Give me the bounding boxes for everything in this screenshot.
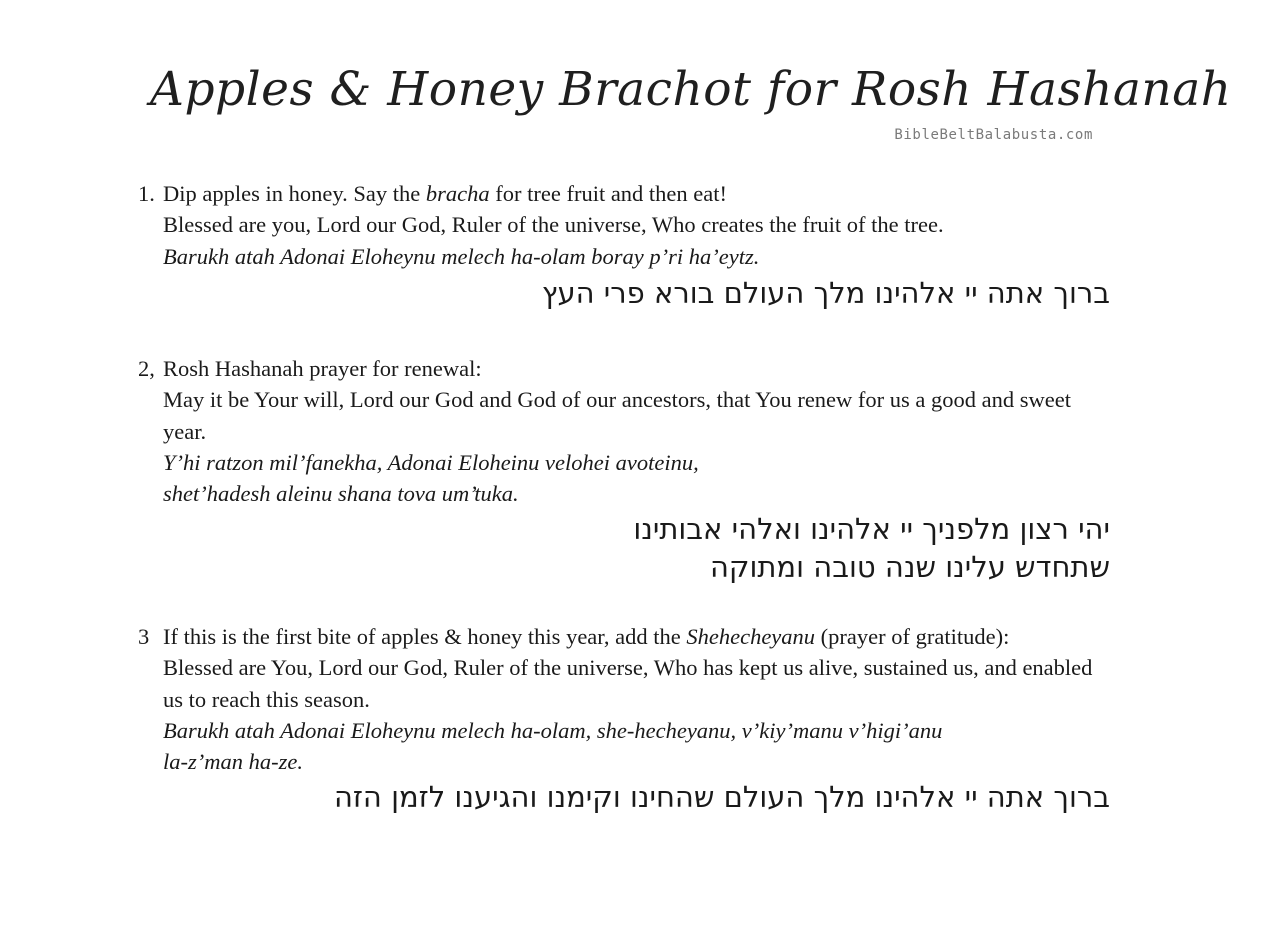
- intro-emphasis: Shehecheyanu: [686, 624, 816, 649]
- intro-text-end: for tree fruit and then eat!: [489, 181, 728, 206]
- item-intro: [163, 178, 1113, 209]
- item-number: 3: [138, 624, 150, 649]
- blessing-item-1: [138, 178, 1118, 312]
- hebrew-line-1: יהי רצון מלפניך יי אלהינו ואלהי אבותינו: [633, 512, 1110, 547]
- hebrew-blessing: ברוך אתה יי אלהינו מלך העולם שהחינו וקימנו והגיענו לזמן הזה: [333, 780, 1110, 815]
- transliteration-line-2: la-z’man ha-ze.: [163, 749, 303, 775]
- english-translation: Blessed are You, Lord our God, Ruler of the universe, Who has kept us alive, sustained us, and enabled us to reach this season.: [163, 655, 1093, 712]
- site-url: BibleBeltBalabusta.com: [894, 127, 1093, 143]
- blessing-item-3: [138, 621, 1118, 816]
- transliteration-line-1: Y’hi ratzon mil’fanekha, Adonai Eloheinu velohei avoteinu,: [163, 449, 699, 475]
- blessing-item-2: [138, 353, 1118, 586]
- item-number: 2,: [138, 356, 155, 381]
- intro-text-end: (prayer of gratitude):: [815, 624, 1010, 649]
- transliteration-line-1: Barukh atah Adonai Eloheynu melech ha-olam, she-hecheyanu, v’kiy’manu v’higi’anu: [163, 717, 943, 743]
- item-body: [163, 178, 1113, 312]
- item-body: [163, 621, 1113, 816]
- hebrew-line-2: שתחדש עלינו שנה טובה ומתוקה: [709, 550, 1110, 585]
- hebrew-blessing: ברוך אתה יי אלהינו מלך העולם בורא פרי העץ: [541, 275, 1110, 310]
- intro-text: If this is the first bite of apples & honey this year, add the: [163, 624, 687, 649]
- intro-text: Dip apples in honey. Say the: [163, 181, 426, 206]
- item-intro: [163, 621, 1113, 652]
- transliteration: Barukh atah Adonai Eloheynu melech ha-olam boray p’ri ha’eytz.: [163, 243, 760, 269]
- english-translation: Blessed are you, Lord our God, Ruler of the universe, Who creates the fruit of the tree.: [163, 212, 944, 238]
- item-number: 1.: [138, 181, 155, 206]
- transliteration-line-2: shet’hadesh aleinu shana tova um’tuka.: [163, 481, 519, 507]
- english-translation: May it be Your will, Lord our God and God of our ancestors, that You renew for us a good and sweet year.: [163, 387, 1071, 444]
- page-title: Apples & Honey Brachot for Rosh Hashanah: [150, 62, 1232, 117]
- item-body: [163, 353, 1113, 586]
- intro-emphasis: bracha: [425, 181, 490, 206]
- item-intro: Rosh Hashanah prayer for renewal:: [163, 356, 482, 381]
